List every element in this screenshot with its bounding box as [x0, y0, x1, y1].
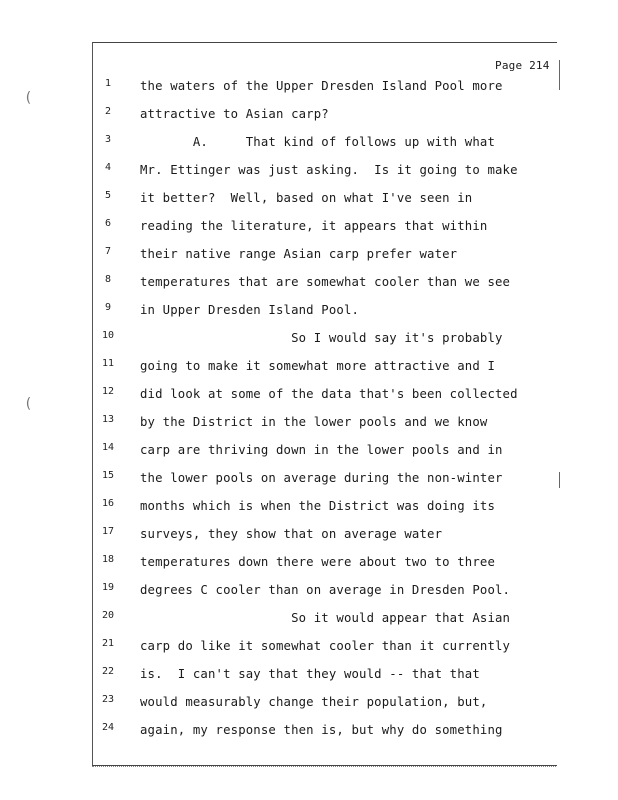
- line-text: carp are thriving down in the lower pools and in: [140, 443, 503, 457]
- line-number: 3: [104, 134, 112, 145]
- line-text: So I would say it's probably: [140, 331, 503, 345]
- transcript-line: [0, 413, 618, 441]
- line-text: going to make it somewhat more attractive and I: [140, 359, 496, 373]
- line-text: did look at some of the data that's been collected: [140, 387, 518, 401]
- transcript-line: [0, 245, 618, 273]
- scan-artifact: (: [24, 396, 33, 412]
- line-number: 6: [104, 218, 112, 229]
- line-text: temperatures that are somewhat cooler than we see: [140, 275, 511, 289]
- line-number: 1: [104, 78, 112, 89]
- line-text: would measurably change their population, but,: [140, 695, 488, 709]
- line-text: is. I can't say that they would -- that that: [140, 667, 480, 681]
- transcript-line: [0, 133, 618, 161]
- transcript-line: [0, 161, 618, 189]
- transcript-line: [0, 329, 618, 357]
- line-number: 9: [104, 302, 112, 313]
- line-number: 21: [101, 638, 115, 649]
- line-text: A. That kind of follows up with what: [140, 135, 496, 149]
- line-text: reading the literature, it appears that within: [140, 219, 488, 233]
- line-text: months which is when the District was doing its: [140, 499, 496, 513]
- scan-artifact: [92, 760, 556, 767]
- line-text: again, my response then is, but why do something: [140, 723, 503, 737]
- line-text: in Upper Dresden Island Pool.: [140, 303, 360, 317]
- transcript-line: [0, 665, 618, 693]
- page-number: Page 214: [495, 59, 550, 72]
- transcript-line: [0, 525, 618, 553]
- transcript-line: [0, 357, 618, 385]
- line-text: Mr. Ettinger was just asking. Is it going to make: [140, 163, 518, 177]
- line-text: carp do like it somewhat cooler than it currently: [140, 639, 511, 653]
- line-text: surveys, they show that on average water: [140, 527, 443, 541]
- line-text: the waters of the Upper Dresden Island Pool more: [140, 79, 503, 93]
- line-text: degrees C cooler than on average in Dresden Pool.: [140, 583, 511, 597]
- transcript-line: [0, 189, 618, 217]
- transcript-line: [0, 637, 618, 665]
- line-text: their native range Asian carp prefer water: [140, 247, 458, 261]
- transcript-line: [0, 301, 618, 329]
- transcript-line: [0, 385, 618, 413]
- line-number: 10: [101, 330, 115, 341]
- transcript-line: [0, 469, 618, 497]
- line-number: 5: [104, 190, 112, 201]
- line-number: 12: [101, 386, 115, 397]
- line-text: the lower pools on average during the non-winter: [140, 471, 503, 485]
- line-number: 16: [101, 498, 115, 509]
- line-number: 4: [104, 162, 112, 173]
- transcript-line: [0, 441, 618, 469]
- line-number: 23: [101, 694, 115, 705]
- line-number: 15: [101, 470, 115, 481]
- line-number: 19: [101, 582, 115, 593]
- line-number: 2: [104, 106, 112, 117]
- line-number: 22: [101, 666, 115, 677]
- line-number: 11: [101, 358, 115, 369]
- transcript-line: [0, 273, 618, 301]
- line-number: 20: [101, 610, 115, 621]
- line-number: 18: [101, 554, 115, 565]
- transcript-line: [0, 77, 618, 105]
- line-number: 17: [101, 526, 115, 537]
- line-number: 24: [101, 722, 115, 733]
- line-number: 7: [104, 246, 112, 257]
- line-text: it better? Well, based on what I've seen in: [140, 191, 473, 205]
- transcript-line: [0, 581, 618, 609]
- transcript-line: [0, 721, 618, 749]
- scan-artifact: (: [24, 90, 33, 106]
- line-number: 14: [101, 442, 115, 453]
- transcript-line: [0, 217, 618, 245]
- transcript-line: [0, 105, 618, 133]
- line-text: So it would appear that Asian: [140, 611, 511, 625]
- line-number: 13: [101, 414, 115, 425]
- line-text: by the District in the lower pools and we know: [140, 415, 488, 429]
- transcript-line: [0, 553, 618, 581]
- transcript-line: [0, 693, 618, 721]
- line-text: temperatures down there were about two to three: [140, 555, 496, 569]
- transcript-line: [0, 609, 618, 637]
- line-text: attractive to Asian carp?: [140, 107, 329, 121]
- line-number: 8: [104, 274, 112, 285]
- transcript-line: [0, 497, 618, 525]
